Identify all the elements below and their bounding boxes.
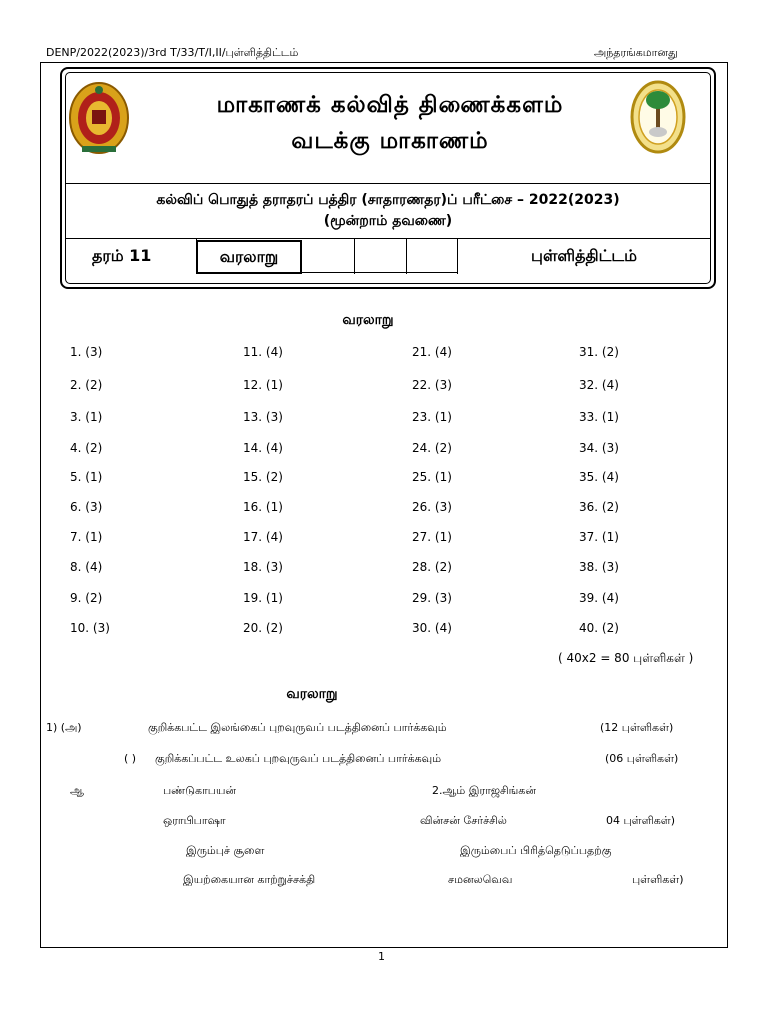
- answer-item: 18. (3): [243, 560, 283, 574]
- sri-lanka-emblem-icon: [68, 80, 130, 156]
- right-answer: வின்சன் சேர்ச்சில்: [420, 814, 507, 827]
- answer-item: 16. (1): [243, 500, 283, 514]
- left-answer: இரும்புச் சூளை: [186, 844, 265, 857]
- right-answer: 2.ஆம் இராஜசிங்கன்: [432, 784, 537, 797]
- answer-item: 3. (1): [70, 410, 103, 424]
- answer-item: 37. (1): [579, 530, 619, 544]
- right-answer: இரும்பைப் பிரித்தெடுப்பதற்கு: [460, 844, 612, 857]
- department-title: மாகாணக் கல்வித் திணைக்களம்: [216, 92, 564, 118]
- answer-item: 27. (1): [412, 530, 452, 544]
- answer-item: 40. (2): [579, 621, 619, 635]
- part2-section-title: வரலாறு: [286, 686, 338, 702]
- answer-item: 17. (4): [243, 530, 283, 544]
- answer-item: 35. (4): [579, 470, 619, 484]
- answer-item: 22. (3): [412, 378, 452, 392]
- answer-item: 19. (1): [243, 591, 283, 605]
- answer-item: 28. (2): [412, 560, 452, 574]
- exam-title: கல்விப் பொதுத் தராதரப் பத்திர (சாதாரணதர)ப் பரீட்சை – 2022(2023): [156, 192, 620, 208]
- left-answer: ஒராபிபாஷா: [163, 814, 226, 827]
- answer-item: 24. (2): [412, 441, 452, 455]
- term-title: (மூன்றாம் தவணை): [323, 213, 453, 229]
- q1a-number: 1) (அ): [46, 721, 82, 734]
- answer-item: 31. (2): [579, 345, 619, 359]
- answer-item: 33. (1): [579, 410, 619, 424]
- blank-cells-bottom: [302, 272, 458, 273]
- q1a-marks: (12 புள்ளிகள்): [600, 721, 674, 734]
- answer-item: 11. (4): [243, 345, 283, 359]
- q1b-text: குறிக்கப்பட்ட உலகப் புறவுருவப் படத்தினைப் பார்க்கவும்: [155, 752, 442, 765]
- right-answer: சமனலவெவ: [448, 873, 513, 886]
- answer-item: 7. (1): [70, 530, 103, 544]
- q1b-number: ( ): [124, 752, 137, 765]
- q1b-marks: (06 புள்ளிகள்): [605, 752, 679, 765]
- province-title: வடக்கு மாகாணம்: [291, 128, 489, 154]
- marks-note: 04 புள்ளிகள்): [606, 814, 676, 827]
- answer-item: 8. (4): [70, 560, 103, 574]
- answer-item: 15. (2): [243, 470, 283, 484]
- answer-item: 23. (1): [412, 410, 452, 424]
- mcq-section-title: வரலாறு: [342, 312, 394, 328]
- answer-item: 32. (4): [579, 378, 619, 392]
- answer-item: 20. (2): [243, 621, 283, 635]
- answer-item: 26. (3): [412, 500, 452, 514]
- answer-item: 1. (3): [70, 345, 103, 359]
- document-code: DENP/2022(2023)/3rd T/33/T/I,II/புள்ளித்திட்டம்: [46, 46, 299, 59]
- blank-cell-divider-1: [354, 238, 355, 274]
- marks-note: புள்ளிகள்): [632, 873, 684, 886]
- answer-item: 36. (2): [579, 500, 619, 514]
- header-divider-2: [65, 238, 711, 239]
- page-number: 1: [378, 950, 385, 963]
- confidential-label: அந்தரங்கமானது: [594, 46, 678, 59]
- q1a-text: குறிக்கபட்ட இலங்கைப் புறவுருவப் படத்தினைப் பார்க்கவும்: [148, 721, 447, 734]
- grade-label: தரம் 11: [92, 246, 152, 265]
- answer-item: 34. (3): [579, 441, 619, 455]
- q1c-number: ஆ: [70, 784, 84, 797]
- answer-item: 2. (2): [70, 378, 103, 392]
- answer-item: 9. (2): [70, 591, 103, 605]
- answer-item: 6. (3): [70, 500, 103, 514]
- subject-box: வரலாறு: [196, 240, 302, 274]
- answer-item: 38. (3): [579, 560, 619, 574]
- answer-item: 29. (3): [412, 591, 452, 605]
- scheme-label: புள்ளித்திட்டம்: [531, 246, 637, 265]
- left-answer: இயற்கையான காற்றுச்சக்தி: [183, 873, 316, 886]
- answer-item: 12. (1): [243, 378, 283, 392]
- mcq-total-marks: ( 40x2 = 80 புள்ளிகள் ): [558, 651, 694, 665]
- answer-item: 21. (4): [412, 345, 452, 359]
- answer-item: 5. (1): [70, 470, 103, 484]
- answer-item: 25. (1): [412, 470, 452, 484]
- header-divider-1: [65, 183, 711, 184]
- answer-item: 13. (3): [243, 410, 283, 424]
- answer-item: 30. (4): [412, 621, 452, 635]
- answer-item: 10. (3): [70, 621, 110, 635]
- answer-item: 39. (4): [579, 591, 619, 605]
- answer-item: 4. (2): [70, 441, 103, 455]
- answer-item: 14. (4): [243, 441, 283, 455]
- left-answer: பண்டுகாபயன்: [163, 784, 237, 797]
- blank-cell-divider-2: [406, 238, 407, 274]
